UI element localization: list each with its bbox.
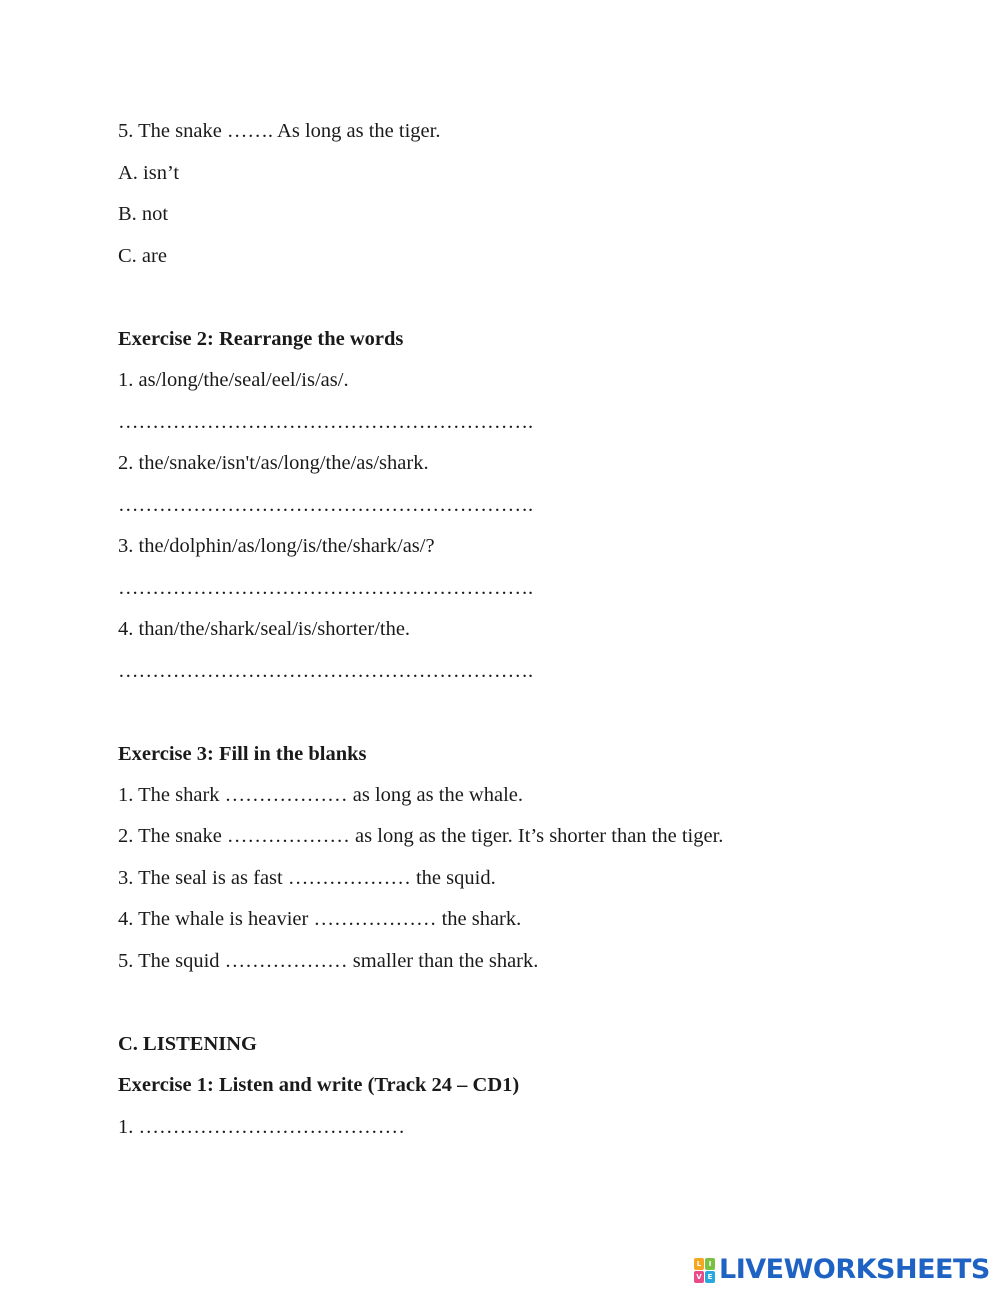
listening-exercise-title: Exercise 1: Listen and write (Track 24 – CD1) xyxy=(118,1074,520,1096)
listening-section-title: C. LISTENING xyxy=(118,1033,257,1055)
logo-tile: L xyxy=(694,1258,704,1270)
rearrange-item-2: 2. the/snake/isn't/as/long/the/as/shark. xyxy=(118,452,429,474)
fill-blank-item-4[interactable]: 4. The whale is heavier ……………… the shark. xyxy=(118,908,522,930)
option-a: A. isn’t xyxy=(118,162,180,184)
option-c: C. are xyxy=(118,245,167,267)
rearrange-item-3: 3. the/dolphin/as/long/is/the/shark/as/? xyxy=(118,535,435,557)
option-b: B. not xyxy=(118,203,169,225)
logo-text: LIVEWORKSHEETS xyxy=(719,1254,990,1285)
answer-line-4[interactable]: ……………………………………………………. xyxy=(118,660,534,682)
logo-tile: I xyxy=(705,1258,715,1270)
rearrange-item-4: 4. than/the/shark/seal/is/shorter/the. xyxy=(118,618,411,640)
fill-blank-item-2[interactable]: 2. The snake ……………… as long as the tiger. It’s shorter than the tiger. xyxy=(118,825,724,847)
question-5: 5. The snake ……. As long as the tiger. xyxy=(118,120,441,142)
rearrange-item-1: 1. as/long/the/seal/eel/is/as/. xyxy=(118,369,349,391)
fill-blank-item-3[interactable]: 3. The seal is as fast ……………… the squid. xyxy=(118,867,496,889)
logo-tile: V xyxy=(694,1271,704,1283)
answer-line-3[interactable]: ……………………………………………………. xyxy=(118,577,534,599)
fill-blank-item-1[interactable]: 1. The shark ……………… as long as the whale. xyxy=(118,784,523,806)
listening-item-1[interactable]: 1. ………………………………… xyxy=(118,1116,405,1138)
liveworksheets-logo xyxy=(694,1255,990,1285)
fill-blank-item-5[interactable]: 5. The squid ……………… smaller than the shark. xyxy=(118,950,539,972)
exercise-3-title: Exercise 3: Fill in the blanks xyxy=(118,743,367,765)
answer-line-2[interactable]: ……………………………………………………. xyxy=(118,494,534,516)
exercise-2-title: Exercise 2: Rearrange the words xyxy=(118,328,404,350)
logo-tile: E xyxy=(705,1271,715,1283)
liveworksheets-logo-icon xyxy=(694,1258,715,1283)
answer-line-1[interactable]: ……………………………………………………. xyxy=(118,411,534,433)
